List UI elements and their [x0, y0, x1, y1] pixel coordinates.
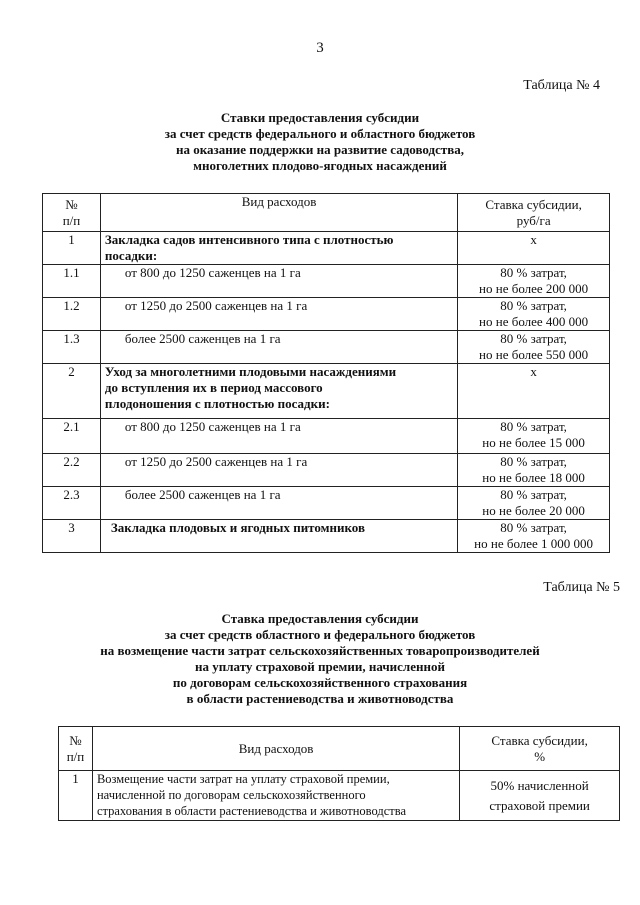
row-num: 1: [43, 232, 101, 265]
table5: [58, 726, 620, 821]
row-desc: более 2500 саженцев на 1 га: [100, 331, 457, 364]
header-type: Вид расходов: [92, 727, 459, 771]
row-num: 1.3: [43, 331, 101, 364]
row-rate: х: [458, 364, 610, 419]
table5-title-line: на возмещение части затрат сельскохозяйственных товаропроизводителей: [100, 643, 540, 658]
table5-title-line: на уплату страховой премии, начисленной: [195, 659, 445, 674]
table5-title-line: Ставка предоставления субсидии: [221, 611, 419, 626]
row-rate: 80 % затрат, но не более 550 000: [458, 331, 610, 364]
table4-header-row: [43, 194, 610, 232]
table-row: [43, 520, 610, 553]
row-desc: Закладка плодовых и ягодных питомников: [100, 520, 457, 553]
row-desc: от 800 до 1250 саженцев на 1 га: [100, 265, 457, 298]
row-desc: Уход за многолетними плодовыми насаждениями до вступления их в период массового плодоношения с плотностью посадки:: [100, 364, 457, 419]
row-desc: Закладка садов интенсивного типа с плотностью посадки:: [100, 232, 457, 265]
row-num: 2.2: [43, 454, 101, 487]
header-num: № п/п: [43, 194, 101, 232]
table-row: [43, 232, 610, 265]
table5-title: [20, 611, 620, 707]
row-desc: от 800 до 1250 саженцев на 1 га: [100, 419, 457, 454]
table4: [42, 193, 610, 553]
header-type: Вид расходов: [100, 194, 457, 232]
row-desc: от 1250 до 2500 саженцев на 1 га: [100, 298, 457, 331]
page-number: 3: [316, 40, 324, 56]
table-row: [43, 331, 610, 364]
row-num: 2.1: [43, 419, 101, 454]
row-num: 3: [43, 520, 101, 553]
row-desc: от 1250 до 2500 саженцев на 1 га: [100, 454, 457, 487]
row-num: 2.3: [43, 487, 101, 520]
table5-caption: Таблица № 5: [543, 580, 620, 595]
table-row: [43, 265, 610, 298]
table4-title-line: на оказание поддержки на развитие садоводства,: [175, 142, 465, 157]
row-rate: 80 % затрат, но не более 15 000: [458, 419, 610, 454]
table4-title: [60, 110, 580, 174]
row-rate: 80 % затрат, но не более 400 000: [458, 298, 610, 331]
row-num: 1.2: [43, 298, 101, 331]
table4-title-line: за счет средств федерального и областного бюджетов: [164, 126, 476, 141]
header-rate: Ставка субсидии, %: [460, 727, 620, 771]
row-num: 2: [43, 364, 101, 419]
table4-title-line: Ставки предоставления субсидии: [220, 110, 420, 125]
row-desc: Возмещение части затрат на уплату страховой премии, начисленной по договорам сельскохозяйственного страхования в области растениеводства и животноводства: [92, 771, 459, 821]
row-desc: более 2500 саженцев на 1 га: [100, 487, 457, 520]
row-rate: х: [458, 232, 610, 265]
row-num: 1.1: [43, 265, 101, 298]
table5-title-line: за счет средств областного и федерального бюджетов: [164, 627, 476, 642]
header-num: № п/п: [59, 727, 93, 771]
row-rate: 80 % затрат, но не более 1 000 000: [458, 520, 610, 553]
table4-title-line: многолетних плодово-ягодных насаждений: [193, 158, 447, 173]
table5-title-line: в области растениеводства и животноводства: [186, 691, 454, 706]
table-row: [59, 771, 620, 821]
table5-title-line: по договорам сельскохозяйственного страхования: [172, 675, 468, 690]
table4-caption: Таблица № 4: [523, 78, 600, 93]
row-rate: 80 % затрат, но не более 200 000: [458, 265, 610, 298]
header-rate: Ставка субсидии, руб/га: [458, 194, 610, 232]
table5-header-row: [59, 727, 620, 771]
table-row: [43, 298, 610, 331]
row-num: 1: [59, 771, 93, 821]
row-rate: 80 % затрат, но не более 18 000: [458, 454, 610, 487]
row-rate: 50% начисленной страховой премии: [460, 771, 620, 821]
table-row: [43, 419, 610, 454]
row-rate: 80 % затрат, но не более 20 000: [458, 487, 610, 520]
table-row: [43, 364, 610, 419]
table-row: [43, 487, 610, 520]
table-row: [43, 454, 610, 487]
